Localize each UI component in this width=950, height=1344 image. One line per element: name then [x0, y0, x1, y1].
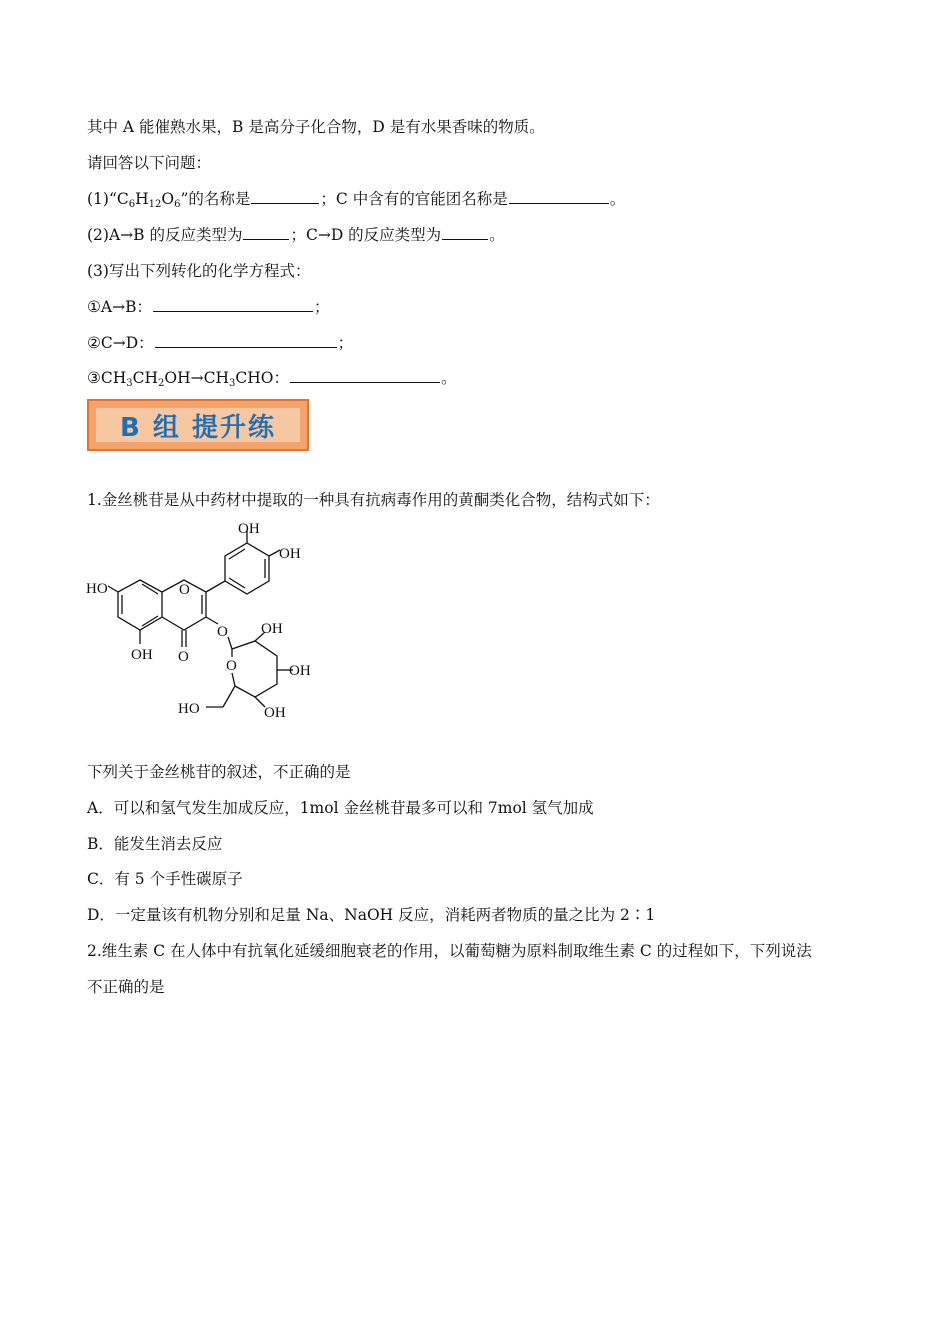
- ring-a: [118, 580, 162, 630]
- option-c: C．有 5 个手性碳原子: [87, 870, 243, 888]
- problem-2-line-1: 2.维生素 C 在人体中有抗氧化延缓细胞衰老的作用，以葡萄糖为原料制取维生素 C 的过程如下，下列说法: [87, 942, 812, 960]
- hyperoside-structure: [80, 514, 330, 728]
- answer-blank[interactable]: [251, 189, 319, 204]
- label-o-link: O: [217, 624, 228, 640]
- answer-blank[interactable]: [155, 333, 337, 348]
- option-a: A．可以和氢气发生加成反应，1mol 金丝桃苷最多可以和 7mol 氢气加成: [87, 799, 594, 817]
- answer-blank[interactable]: [243, 225, 289, 240]
- question-3-item-3: $③CH_3CH_2OH\to CH_3CHO$： 。: [87, 369, 457, 389]
- label-oh-right: OH: [279, 546, 301, 562]
- problem-1-question: 下列关于金丝桃苷的叙述，不正确的是: [87, 763, 351, 781]
- question-1: $(1)“C_6H_{12}O_6$”的名称是 ；C 中含有的官能团名称是 。: [87, 190, 626, 210]
- question-2: (2)A→B 的反应类型为 ；C→D 的反应类型为 。: [87, 226, 505, 244]
- label-ho-left: HO: [86, 581, 108, 597]
- label-o-ring: O: [179, 582, 190, 598]
- label-o-carbonyl: O: [178, 649, 189, 665]
- question-3-item-2: ②C→D： ；: [87, 334, 354, 352]
- answer-blank[interactable]: [509, 189, 609, 204]
- question-3-item-1: ①A→B： ；: [87, 298, 330, 316]
- structural-formula: [80, 514, 330, 724]
- answer-blank[interactable]: [442, 225, 488, 240]
- answer-blank[interactable]: [290, 368, 440, 383]
- sugar-ring: [232, 641, 277, 697]
- label-sugar-oh-1: OH: [261, 621, 283, 637]
- option-d: D．一定量该有机物分别和足量 Na、NaOH 反应，消耗两者物质的量之比为 2∶1: [87, 906, 656, 924]
- label-sugar-o: O: [226, 658, 237, 674]
- question-3-title: (3)写出下列转化的化学方程式：: [87, 262, 311, 280]
- section-banner-title: B 组 提升练: [95, 407, 301, 443]
- label-oh-top: OH: [238, 521, 260, 537]
- problem-2-line-2: 不正确的是: [87, 978, 165, 996]
- label-sugar-ho: HO: [178, 701, 200, 717]
- label-sugar-oh-2: OH: [289, 663, 311, 679]
- intro-line-2: 请回答以下问题：: [87, 154, 212, 172]
- problem-1-stem: 1.金丝桃苷是从中药材中提取的一种具有抗病毒作用的黄酮类化合物，结构式如下：: [87, 491, 660, 509]
- option-b: B．能发生消去反应: [87, 835, 223, 853]
- ring-b: [225, 543, 269, 594]
- intro-line-1: 其中 A 能催熟水果，B 是高分子化合物，D 是有水果香味的物质。: [87, 118, 545, 136]
- label-oh-bottom: OH: [131, 647, 153, 663]
- label-sugar-oh-3: OH: [264, 705, 286, 721]
- section-banner: [87, 399, 309, 451]
- answer-blank[interactable]: [153, 297, 313, 312]
